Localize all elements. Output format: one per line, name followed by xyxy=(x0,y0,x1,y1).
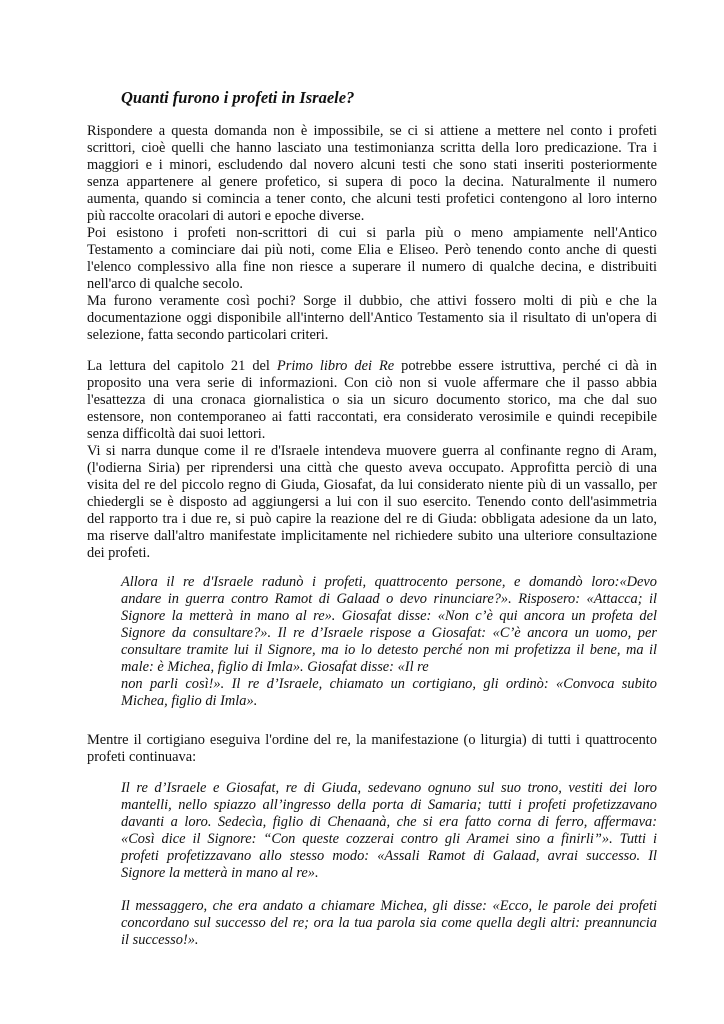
quote-line: Il messaggero, che era andato a chiamare Michea, gli disse: «Ecco, le parole dei profeti xyxy=(121,898,657,914)
quote-line: Il re d’Israele e Giosafat, re di Giuda, sedevano ognuno sul suo trono, vestiti dei loro xyxy=(121,780,657,796)
quote-line: davanti a loro. Sedecìa, figlio di Chenaanà, che si era fatto corna di ferro, affermava: xyxy=(121,814,657,830)
text-line: documentazione oggi disponibile all'interno dell'Antico Testamento sia il risultato di un'opera di xyxy=(87,310,657,326)
quote-line: consultare tramite lui il Signore, ma io lo detesto perché non mi profetizza il bene, ma il xyxy=(121,642,657,658)
text-line: chiedergli se è disposto ad aggiungersi a lui con il suo esercito. Tenendo conto dell'asimmetria xyxy=(87,494,657,510)
text-line: ma riserve dall'altro manifestate implicitamente nel richiedere subito una ulteriore consultazione xyxy=(87,528,657,544)
text-line: scrittori, cioè quelli che hanno lasciato una testimonianza scritta della loro predicazione. Tra i xyxy=(87,140,657,156)
book-title: Primo libro dei Re xyxy=(276,358,395,374)
quote-line: male: è Michea, figlio di Imla». Giosafat disse: «Il re xyxy=(121,659,429,675)
quote-line: Signore la metterà in mano al re». xyxy=(121,865,319,881)
text-line: aumenta, quando si comincia a tener conto, che alcuni testi profetici contengono al loro interno xyxy=(87,191,657,207)
quote-line: «Così dice il Signore: “Con queste cozzerai contro gli Aramei sino a finirli”». Tutti i xyxy=(121,831,657,847)
text-span: La lettura del capitolo 21 del xyxy=(87,358,277,374)
text-line: Testamento a cominciare dai più noti, come Elia e Eliseo. Però tenendo conto anche di questi xyxy=(87,242,657,258)
text-line: profeti continuava: xyxy=(87,749,197,765)
text-line: estensore, non contemporaneo ai fatti raccontati, era considerato verosimile e quindi recepibile xyxy=(87,409,657,425)
text-line: senza appartenere al genere profetico, si supera di poco la decina. Naturalmente il numero xyxy=(87,174,657,190)
text-line: nell'arco di qualche secolo. xyxy=(87,276,244,292)
text-line: dei profeti. xyxy=(87,545,151,561)
quotation-block-1 xyxy=(121,574,657,710)
text-line: l'esattezza di una cronaca giornalistica o sia un sicuro documento storico, ma che dal suo xyxy=(87,392,657,408)
paragraph-group-courtier xyxy=(87,732,657,766)
text-line: più raccolte oracolari di autori e epoche diverse. xyxy=(87,208,365,224)
text-line: Mentre il cortigiano eseguiva l'ordine del re, la manifestazione (o liturgia) di tutti i quattrocento xyxy=(87,732,657,748)
text-line: Vi si narra dunque come il re d'Israele intendeva muovere guerra al confinante regno di Aram, xyxy=(87,443,657,459)
text-line: Rispondere a questa domanda non è impossibile, se ci si attiene a mettere nel conto i profeti xyxy=(87,123,657,139)
quote-line: il successo!». xyxy=(121,932,199,948)
paragraph-group-intro xyxy=(87,123,657,344)
quote-line: profeti profetizzavano allo stesso modo: «Assali Ramot di Galaad, avrai successo. Il xyxy=(121,848,657,864)
quote-line: Michea, figlio di Imla». xyxy=(121,693,258,709)
quote-line: non parli così!». Il re d’Israele, chiamato un cortigiano, gli ordinò: «Convoca subito xyxy=(121,676,657,692)
quotation-block-2 xyxy=(121,780,657,882)
text-line: l'elenco complessivo alla fine non riesce a superare il numero di qualche decina, e distribuiti xyxy=(87,259,657,275)
text-line-with-book-title xyxy=(87,358,657,375)
text-line: (l'odierna Siria) per riprendersi una città che questo aveva occupato. Approfitta perciò di una xyxy=(87,460,657,476)
text-line: senza difficoltà dai suoi lettori. xyxy=(87,426,266,442)
text-span: potrebbe essere istruttiva, perché ci dà in xyxy=(394,358,658,374)
text-line: maggiori e i minori, escludendo dal novero alcuni testi che sono stati inseriti posteriormente xyxy=(87,157,657,173)
quote-line: concordano sul successo del re; ora la tua parola sia come quella degli altri: preannuncia xyxy=(121,915,657,931)
quote-line: Signore da consultare?». Il re d’Israele rispose a Giosafat: «C’è ancora un uomo, per xyxy=(121,625,657,641)
quote-line: Allora il re d'Israele radunò i profeti, quattrocento persone, e domandò loro:«Devo xyxy=(121,574,657,590)
text-line: Ma furono veramente così pochi? Sorge il dubbio, che attivi fossero molti di più e che la xyxy=(87,293,657,309)
text-line: del rapporto tra i due re, si può capire la reazione del re di Giuda: obbligata adesione da un lato, xyxy=(87,511,657,527)
text-line: selezione, fatta secondo particolari criteri. xyxy=(87,327,329,343)
paragraph-group-kings xyxy=(87,358,657,562)
text-line: visita del re del piccolo regno di Giuda, Giosafat, da lui considerato niente più di un vassallo, per xyxy=(87,477,657,493)
document-title: Quanti furono i profeti in Israele? xyxy=(121,88,355,107)
quote-line: andare in guerra contro Ramot di Galaad o devo rinunciare?». Risposero: «Attacca; il xyxy=(121,591,657,607)
quote-line: mantelli, nello spiazzo all’ingresso della porta di Samaria; tutti i profeti profetizzavano xyxy=(121,797,657,813)
text-line: proposito una vera serie di informazioni. Con ciò non si vuole affermare che il passo abbia xyxy=(87,375,657,391)
text-line: Poi esistono i profeti non-scrittori di cui si parla più o meno ampiamente nell'Antico xyxy=(87,225,657,241)
quotation-block-3 xyxy=(121,898,657,949)
quote-line: Signore la metterà in mano al re». Giosafat disse: «Non c’è qui ancora un profeta del xyxy=(121,608,657,624)
